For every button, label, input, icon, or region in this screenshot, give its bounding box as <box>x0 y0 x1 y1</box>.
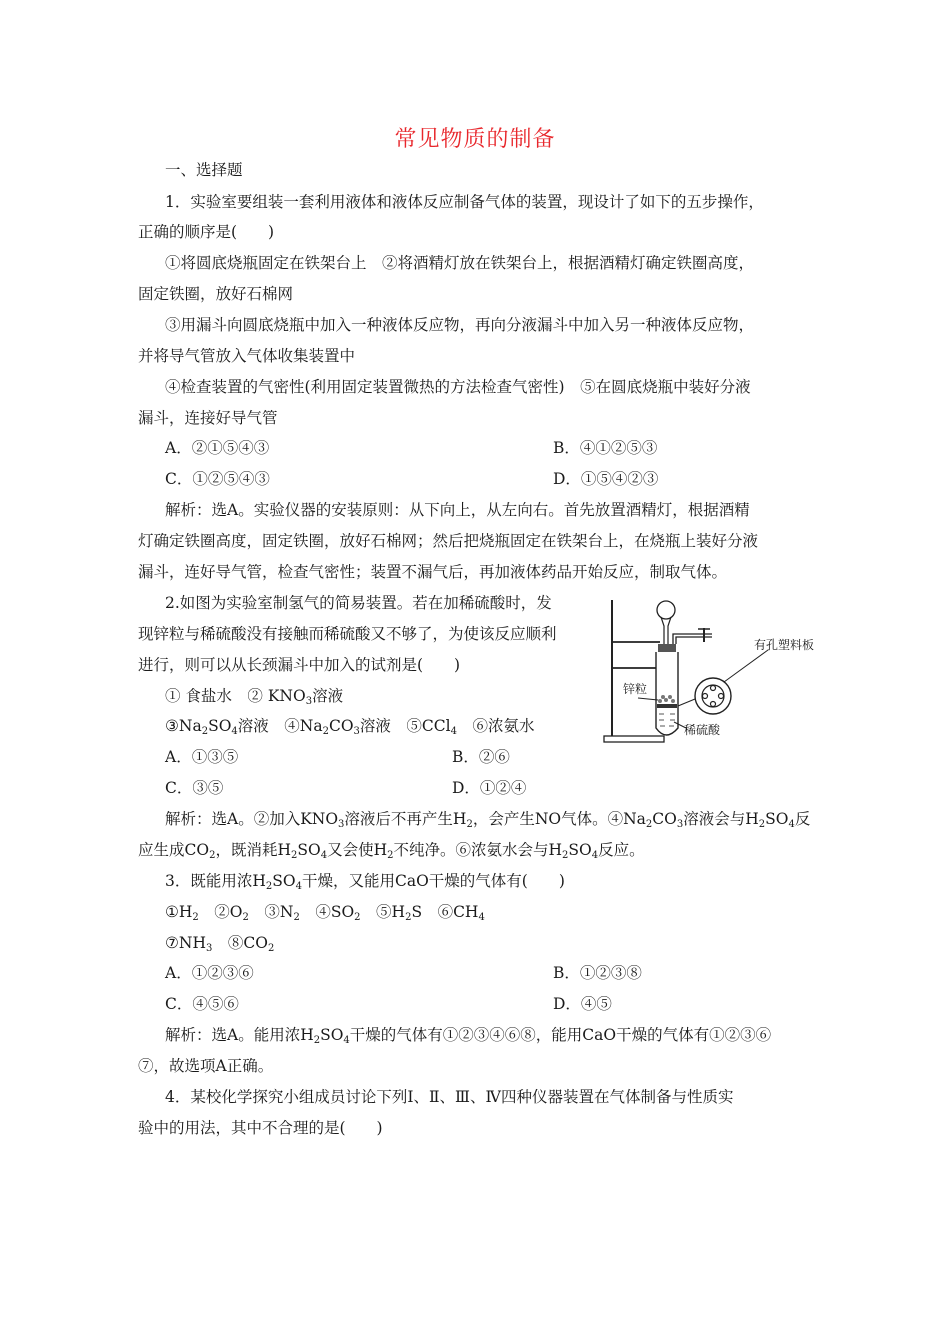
q1-answer-line-3: 漏斗，连好导气管，检查气密性；装置不漏气后，再加液体药品开始反应，制取气体。 <box>138 563 728 581</box>
section-heading: 一、选择题 <box>165 161 243 179</box>
label-zinc: 锌粒 <box>623 682 648 696</box>
q2-line-2: 现锌粒与稀硫酸没有接触而稀硫酸又不够了，为使该反应顺利 <box>138 625 557 643</box>
plate-detail-circle <box>695 678 731 714</box>
subscript: 4 <box>591 850 599 861</box>
q1-option-d: D．①⑤④②③ <box>553 470 659 488</box>
text-part: SO <box>568 841 592 859</box>
q1-line-8: 漏斗，连接好导气管 <box>138 409 278 427</box>
plate-label-leader <box>724 650 768 682</box>
subscript: 2 <box>354 912 361 923</box>
funnel-bulb <box>657 601 675 619</box>
q2-reagents-text: 溶液 <box>312 687 344 705</box>
plate-leader-line <box>678 699 695 706</box>
q3-option-c: C．④⑤⑥ <box>165 995 239 1013</box>
text-part: 反 <box>794 810 811 828</box>
subscript: 4 <box>478 912 485 923</box>
text-part: 又会使H <box>327 841 388 859</box>
text-part: ，既消耗H <box>215 841 291 859</box>
subscript: 4 <box>320 850 328 861</box>
text-part: 反应。 <box>598 841 645 859</box>
subscript: 2 <box>192 912 199 923</box>
text-part: ①H <box>165 903 193 921</box>
text-part: ，会产生NO气体。④Na <box>472 810 646 828</box>
text-part: SO <box>208 717 232 735</box>
text-part: 干燥，又能用CaO干燥的气体有( ) <box>301 872 565 890</box>
q2-reagents-line-1 <box>165 686 343 706</box>
text-part: ⑦NH <box>165 934 206 952</box>
text-part: SO <box>320 1026 344 1044</box>
text-part: SO <box>272 872 296 890</box>
q1-answer-line-1: 解析：选A。实验仪器的安装原则：从下向上，从左向右。首先放置酒精灯，根据酒精 <box>165 501 750 519</box>
subscript: 2 <box>201 726 209 737</box>
subscript: 2 <box>265 881 273 892</box>
text-part: ⑧CO <box>212 934 268 952</box>
label-plastic-plate: 有孔塑料板 <box>754 638 815 652</box>
zinc-leader-line <box>638 698 658 700</box>
subscript: 2 <box>387 850 394 861</box>
subscript: 2 <box>466 819 473 830</box>
q2-option-b: B．②⑥ <box>452 748 510 766</box>
delivery-tube <box>673 634 712 644</box>
text-part: CO <box>328 717 354 735</box>
text-part: 溶液 ④Na <box>237 717 323 735</box>
q1-option-a: A．②①⑤④③ <box>165 439 270 457</box>
q4-line-2: 验中的用法，其中不合理的是( ) <box>138 1119 383 1137</box>
text-part: CO <box>652 810 677 828</box>
text-part: 解析：选A。②加入KNO <box>165 810 339 828</box>
q2-answer-line-1 <box>165 809 810 829</box>
q3-answer-line-2: ⑦，故选项A正确。 <box>138 1057 274 1075</box>
text-part: ③Na <box>165 717 202 735</box>
subscript: 2 <box>293 912 300 923</box>
stand-base <box>604 736 664 742</box>
q1-line-1: 1．实验室要组装一套利用液体和液体反应制备气体的装置，现设计了如下的五步操作， <box>165 193 764 211</box>
q1-option-b: B．④①②⑤③ <box>553 439 658 457</box>
subscript: 3 <box>338 819 345 830</box>
q2-line-1: 2.如图为实验室制氢气的简易装置。若在加稀硫酸时，发 <box>165 594 552 612</box>
label-dilute-acid: 稀硫酸 <box>684 723 721 737</box>
perforated-plate <box>657 704 677 708</box>
hydrogen-apparatus-figure <box>600 596 815 748</box>
subscript: 2 <box>322 726 329 737</box>
text-part: 不纯净。⑥浓氨水会与H <box>393 841 562 859</box>
text-part: ③N <box>248 903 294 921</box>
q2-option-d: D．①②④ <box>452 779 527 797</box>
q4-line-1: 4．某校化学探究小组成员讨论下列Ⅰ、Ⅱ、Ⅲ、Ⅳ四种仪器装置在气体制备与性质实 <box>165 1088 734 1106</box>
q2-reagents-line-2 <box>165 716 535 736</box>
text-part: 干燥的气体有①②③④⑥⑧，能用CaO干燥的气体有①②③⑥ <box>349 1026 772 1044</box>
subscript: 3 <box>676 819 684 830</box>
subscript: 2 <box>645 819 653 830</box>
subscript: 4 <box>231 726 238 737</box>
text-part: SO <box>297 841 321 859</box>
q2-reagents-text: ① 食盐水 ② KNO <box>165 687 306 705</box>
subscript: 4 <box>343 1035 350 1046</box>
text-part: 溶液 ⑤CCl <box>359 717 451 735</box>
q3-line-1 <box>165 871 565 891</box>
q3-option-d: D．④⑤ <box>553 995 612 1013</box>
text-part: 解析：选A。能用浓H <box>165 1026 314 1044</box>
text-part: SO <box>765 810 789 828</box>
q3-answer-line-1 <box>165 1025 771 1045</box>
q1-line-6: 并将导气管放入气体收集装置中 <box>138 347 356 365</box>
q2-answer-line-2 <box>138 840 645 860</box>
q1-line-4: 固定铁圈，放好石棉网 <box>138 285 294 303</box>
q1-answer-line-2: 灯确定铁圈高度，固定铁圈，放好石棉网；然后把烧瓶固定在铁架台上，在烧瓶上装好分液 <box>138 532 759 550</box>
subscript: 3 <box>353 726 360 737</box>
q1-line-7: ④检查装置的气密性(利用固定装置微热的方法检查气密性) ⑤在圆底烧瓶中装好分液 <box>165 378 751 396</box>
q3-gases-line-2 <box>165 933 274 953</box>
text-part: ⑤H <box>360 903 406 921</box>
delivery-tube-inner <box>676 637 712 644</box>
text-part: 应生成CO <box>138 841 210 859</box>
subscript: 2 <box>242 912 249 923</box>
q2-line-3: 进行，则可以从长颈漏斗中加入的试剂是( ) <box>138 656 461 674</box>
subscript: 3 <box>305 696 313 707</box>
subscript: 2 <box>562 850 569 861</box>
text-part: 溶液会与H <box>683 810 759 828</box>
text-part: 3．既能用浓H <box>165 872 266 890</box>
q3-gases-line-1 <box>165 902 485 922</box>
q1-line-2: 正确的顺序是( ) <box>138 223 275 241</box>
q3-option-b: B．①②③⑧ <box>553 964 642 982</box>
q1-line-3: ①将圆底烧瓶固定在铁架台上 ②将酒精灯放在铁架台上，根据酒精灯确定铁圈高度， <box>165 254 755 272</box>
subscript: 2 <box>758 819 766 830</box>
subscript: 2 <box>405 912 412 923</box>
q2-option-c: C．③⑤ <box>165 779 224 797</box>
subscript: 3 <box>205 943 213 954</box>
q1-line-5: ③用漏斗向圆底烧瓶中加入一种液体反应物，再向分液漏斗中加入另一种液体反应物， <box>165 316 755 334</box>
subscript: 4 <box>450 726 457 737</box>
subscript: 2 <box>313 1035 321 1046</box>
page-title: 常见物质的制备 <box>394 127 556 152</box>
text-part: ④SO <box>299 903 355 921</box>
text-part: 溶液后不再产生H <box>344 810 467 828</box>
q2-option-a: A．①③⑤ <box>165 748 239 766</box>
text-part: ⑥浓氨水 <box>456 717 535 735</box>
subscript: 2 <box>209 850 216 861</box>
text-part: ②O <box>198 903 243 921</box>
subscript: 2 <box>267 943 275 954</box>
subscript: 2 <box>290 850 298 861</box>
subscript: 4 <box>788 819 795 830</box>
q3-option-a: A．①②③⑥ <box>165 964 254 982</box>
text-part: S ⑥CH <box>411 903 479 921</box>
q1-option-c: C．①②⑤④③ <box>165 470 270 488</box>
subscript: 4 <box>295 881 302 892</box>
